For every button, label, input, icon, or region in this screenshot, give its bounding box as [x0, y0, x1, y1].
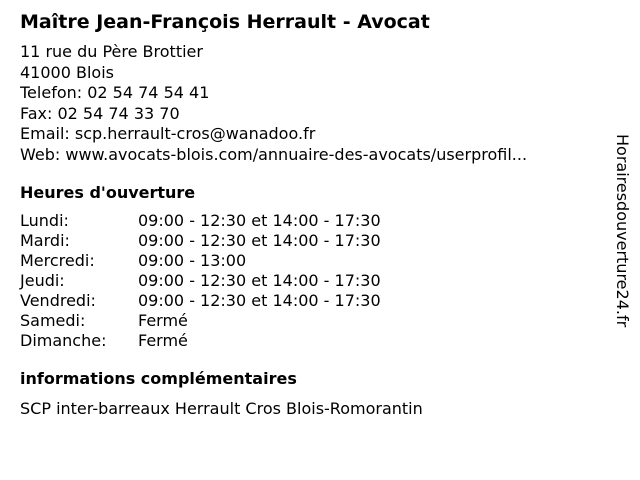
hours-row [20, 251, 381, 271]
business-name: Maître Jean-François Herrault - Avocat [20, 11, 430, 33]
day-hours: 09:00 - 12:30 et 14:00 - 17:30 [138, 291, 381, 310]
opening-hours-table [20, 211, 381, 351]
additional-info-heading: informations complémentaires [20, 369, 297, 388]
day-hours: 09:00 - 13:00 [138, 251, 247, 270]
hours-row [20, 271, 381, 291]
fax-number: Fax: 02 54 74 33 70 [20, 103, 180, 123]
business-card [20, 10, 600, 420]
day-label: Vendredi: [20, 291, 96, 310]
additional-info-text: SCP inter-barreaux Herrault Cros Blois-Romorantin [20, 399, 423, 418]
address-street: 11 rue du Père Brottier [20, 42, 203, 61]
hours-row [20, 291, 381, 311]
phone-number: Telefon: 02 54 74 54 41 [20, 83, 210, 102]
day-hours: 09:00 - 12:30 et 14:00 - 17:30 [138, 231, 381, 250]
day-hours: 09:00 - 12:30 et 14:00 - 17:30 [138, 271, 381, 290]
day-label: Samedi: [20, 311, 86, 330]
day-label: Mercredi: [20, 251, 95, 270]
site-watermark: Horairesdouverture24.fr [613, 134, 632, 328]
day-label: Jeudi: [20, 271, 65, 290]
opening-hours-heading: Heures d'ouverture [20, 183, 196, 202]
website-url: Web: www.avocats-blois.com/annuaire-des-avocats/userprofil... [20, 144, 528, 164]
hours-row [20, 211, 381, 231]
address-city: 41000 Blois [20, 62, 114, 82]
hours-row [20, 231, 381, 251]
hours-row [20, 311, 381, 331]
day-label: Mardi: [20, 231, 70, 250]
day-label: Lundi: [20, 211, 69, 230]
email-address: Email: scp.herrault-cros@wanadoo.fr [20, 124, 316, 143]
day-hours: Fermé [138, 331, 188, 350]
hours-row [20, 331, 381, 351]
day-hours: 09:00 - 12:30 et 14:00 - 17:30 [138, 211, 381, 230]
day-hours: Fermé [138, 311, 188, 330]
day-label: Dimanche: [20, 331, 107, 350]
